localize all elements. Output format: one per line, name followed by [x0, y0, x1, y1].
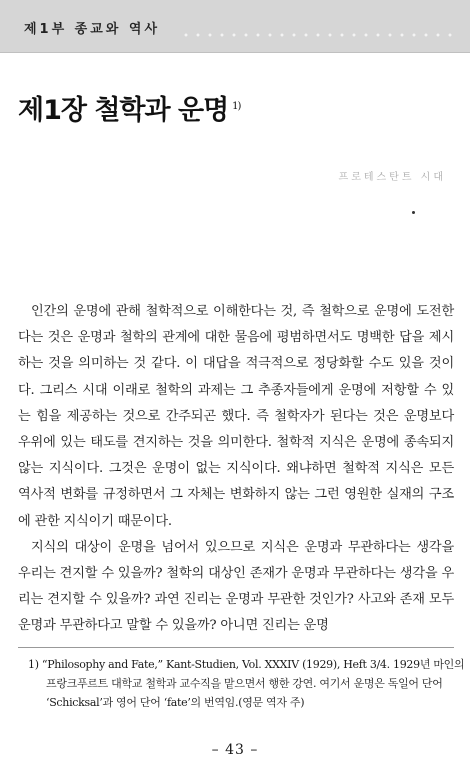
chapter-footnote-ref[interactable]: 1) [232, 101, 241, 112]
page-number: – 43 – [211, 742, 259, 758]
paragraph: 지식의 대상이 운명을 넘어서 있으므로 지식은 운명과 무관하다는 생각을 우리는 견지할 수 있을까? 철학의 대상인 존재가 운명과 무관하다는 생각을 우리는 견지할 수 있을까? 과연 진리는 운명과 무관한 것인가? 사고와 존재 모두 운명과 무관하다고 말할 수 있을까? 아니면 진리는 운명 [18, 539, 454, 634]
paragraph: 인간의 운명에 관해 철학적으로 이해한다는 것, 즉 철학으로 운명에 도전한다는 것은 운명과 철학의 관계에 대한 물음에 평범하면서도 명백한 답을 제시하는 것을 의미하는 것 같다. 이 대답을 적극적으로 정당화할 수도 있을 것이다. 그리스 시대 이래로 철학의 과제는 그 추종자들에게 운명에 저항할 수 있는 힘을 제공하는 것으로 간주되곤 했다. 즉 철학자가 된다는 것은 운명보다 우위에 있는 태도를 견지하는 것을 의미한다. 철학적 지식은 운명에 종속되지 않는 지식이다. 그것은 운명이 없는 지식이다. 왜냐하면 철학적 지식은 모든 역사적 변화를 규정하면서 그 자체는 변화하지 않는 그런 영원한 실재의 구조에 관한 지식이기 때문이다. [18, 304, 454, 529]
body-text [18, 299, 454, 640]
running-header-label: 제1부 종교와 역사 [24, 22, 161, 37]
chapter-title [18, 88, 240, 127]
section-marker: 프로테스탄트 시대 [338, 172, 446, 183]
footnote: 1) “Philosophy and Fate,” Kant-Studien, Vol. XXXIV (1929), Heft 3/4. 1929년 마인의 프랑크푸르트 대학교 철학과 교수직을 맡으면서 행한 강연. 여기서 운명은 독일어 단어 ‘Schicksal’과 영어 단어 ‘fate’의 번역임.(영문 역자 주) [28, 658, 465, 709]
stray-mark [412, 211, 415, 214]
chapter-title-text: 제1장 철학과 운명 [18, 95, 229, 126]
running-header [0, 0, 470, 53]
header-dot-pattern [180, 30, 460, 40]
footnote-divider [18, 647, 454, 648]
